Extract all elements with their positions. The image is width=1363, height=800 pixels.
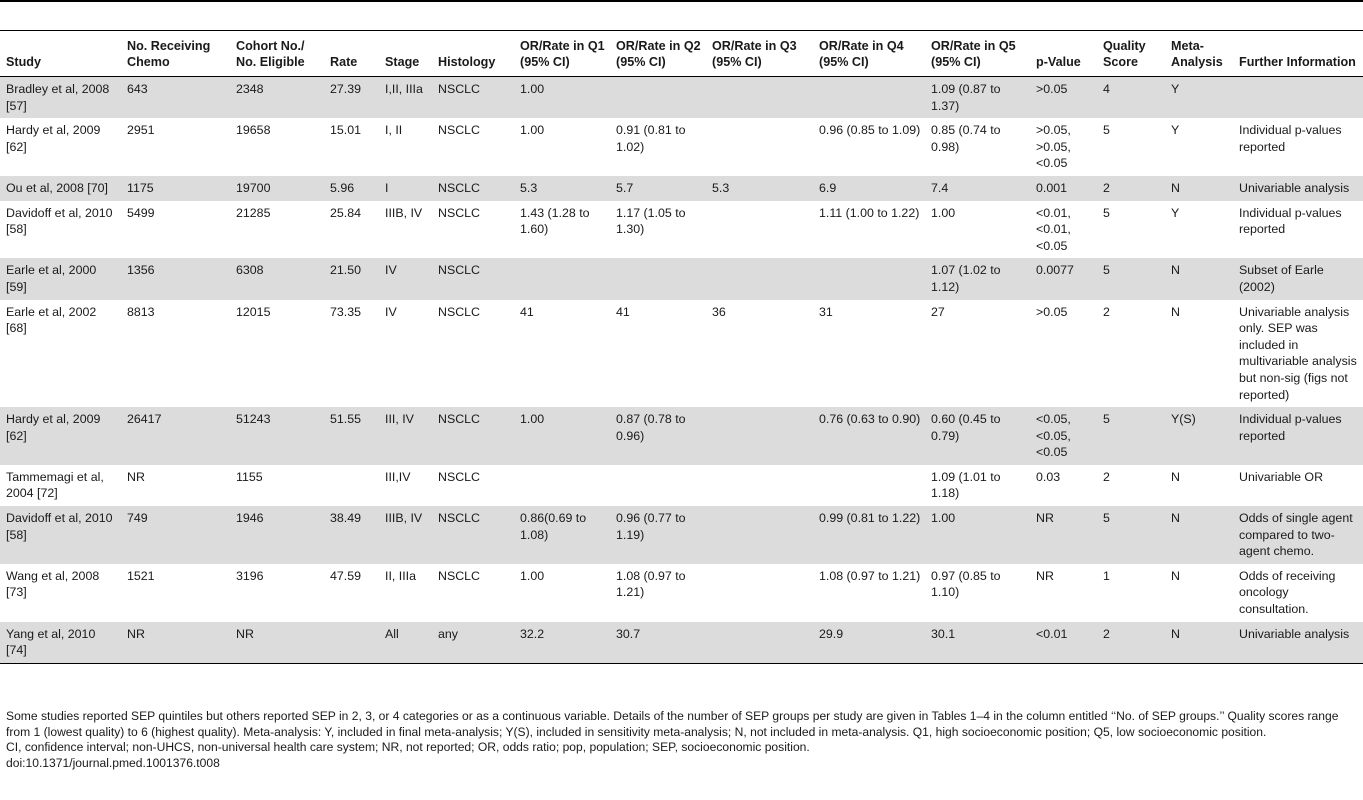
table-cell: 6.9 — [813, 176, 925, 201]
table-cell — [706, 564, 813, 622]
column-header: No. Receiving Chemo — [127, 39, 211, 69]
column-header: OR/Rate in Q5 (95% CI) — [931, 39, 1016, 69]
table-row — [0, 77, 1363, 119]
table-cell: 30.1 — [925, 622, 1030, 664]
table-cell: Odds of receiving oncology consultation. — [1239, 568, 1336, 617]
table-cell: 0.99 (0.81 to 1.22) — [813, 506, 925, 564]
table-cell: 21.50 — [324, 258, 379, 299]
table-cell: 5 — [1097, 407, 1165, 465]
table-cell: 5.3 — [706, 176, 813, 201]
table-cell: III, IV — [379, 407, 432, 465]
column-header: Histology — [438, 54, 496, 69]
table-cell: 26417 — [121, 407, 230, 465]
table-cell: Y — [1171, 123, 1180, 138]
column-header: Further Information — [1239, 54, 1356, 69]
table-cell: IIIB, IV — [385, 205, 423, 220]
table-cell — [514, 258, 610, 299]
table-cell: 1.00 — [514, 77, 610, 119]
table-cell: 19700 — [230, 176, 324, 201]
column-header: p-Value — [1036, 54, 1081, 69]
table-cell: 38.49 — [324, 506, 379, 564]
table-cell: NSCLC — [432, 77, 514, 119]
table-cell: 41 — [616, 304, 630, 319]
table-cell: 2951 — [127, 123, 155, 138]
table-cell: 1.07 (1.02 to 1.12) — [925, 258, 1030, 299]
table-cell: NR — [230, 622, 324, 664]
table-cell: N — [1171, 568, 1180, 583]
table-row — [0, 176, 1363, 201]
footnote-abbreviations: CI, confidence interval; non-UHCS, non-universal health care system; NR, not reported; OR, odds ratio; pop, population; SEP, socioeconomic position. — [6, 740, 810, 755]
table-cell: Earle et al, 2002 [68] — [6, 304, 97, 336]
table-row — [0, 506, 1363, 564]
table-cell: 1155 — [236, 469, 263, 484]
table-cell: III,IV — [385, 469, 411, 484]
table-cell: <0.05, <0.05, <0.05 — [1030, 407, 1097, 465]
table-cell: 1175 — [121, 176, 230, 201]
table-cell: 12015 — [236, 304, 271, 319]
table-row — [0, 118, 1363, 176]
table-cell: >0.05 — [1036, 304, 1068, 319]
table-cell: 1.11 (1.00 to 1.22) — [819, 205, 920, 220]
table-cell: NSCLC — [438, 469, 480, 484]
table-cell — [324, 465, 379, 506]
table-cell: Wang et al, 2008 [73] — [6, 568, 100, 600]
table-cell — [610, 258, 706, 299]
table-cell — [706, 465, 813, 506]
column-header: Cohort No./ No. Eligible — [236, 39, 305, 69]
table-cell — [706, 118, 813, 176]
table-cell: Hardy et al, 2009 [62] — [0, 407, 121, 465]
column-header: Meta-Analysis — [1171, 39, 1223, 69]
table-cell: 1.00 — [931, 205, 956, 220]
table-cell: Individual p-values reported — [1239, 205, 1342, 237]
table-cell: Univariable analysis only. SEP was included in multivariable analysis but non-sig (figs not reported) — [1239, 304, 1357, 402]
table-cell: 19658 — [236, 123, 271, 138]
table-cell: 0.87 (0.78 to 0.96) — [610, 407, 706, 465]
table-cell: 30.7 — [610, 622, 706, 664]
results-table — [0, 30, 1363, 664]
table-cell: 0.60 (0.45 to 0.79) — [925, 407, 1030, 465]
table-cell: 25.84 — [330, 205, 362, 220]
table-cell: 5.96 — [324, 176, 379, 201]
table-cell: 27.39 — [324, 77, 379, 119]
table-cell: any — [432, 622, 514, 664]
table-cell: 41 — [520, 304, 534, 319]
table-cell: 1.17 (1.05 to 1.30) — [616, 205, 686, 237]
table-cell: II, IIIa — [385, 568, 416, 583]
table-header-row — [0, 31, 1363, 77]
table-cell: 2348 — [230, 77, 324, 119]
table-cell: NSCLC — [438, 123, 480, 138]
table-cell: IIIB, IV — [379, 506, 432, 564]
table-cell: 31 — [819, 304, 833, 319]
table-cell: 32.2 — [514, 622, 610, 664]
table-cell: 1.00 — [514, 407, 610, 465]
table-cell: 0.91 (0.81 to 1.02) — [616, 123, 686, 154]
table-cell: NR — [121, 622, 230, 664]
table-cell: I,II, IIIa — [379, 77, 432, 119]
table-cell: 1356 — [121, 258, 230, 299]
table-cell: 5 — [1103, 205, 1110, 220]
table-cell: Yang et al, 2010 [74] — [0, 622, 121, 664]
table-cell: 29.9 — [813, 622, 925, 664]
table-cell: 5 — [1103, 123, 1110, 138]
table-cell: N — [1165, 258, 1233, 299]
table-cell: 749 — [121, 506, 230, 564]
table-cell: 5499 — [127, 205, 155, 220]
footnote-doi: doi:10.1371/journal.pmed.1001376.t008 — [6, 755, 220, 770]
table-cell — [1233, 77, 1363, 119]
table-cell: 1 — [1103, 568, 1110, 583]
table-cell: I — [379, 176, 432, 201]
table-row — [0, 564, 1363, 622]
table-cell: NSCLC — [438, 304, 480, 319]
table-footnotes — [6, 709, 1358, 771]
table-cell: Davidoff et al, 2010 [58] — [0, 506, 121, 564]
table-cell — [514, 465, 610, 506]
table-cell: Univariable analysis — [1233, 176, 1363, 201]
table-cell: 0.85 (0.74 to 0.98) — [931, 123, 1001, 154]
column-header: OR/Rate in Q2 (95% CI) — [616, 39, 701, 69]
table-cell: Bradley et al, 2008 [57] — [0, 77, 121, 119]
table-cell: 1.00 — [520, 123, 545, 138]
table-cell: 73.35 — [330, 304, 362, 319]
table-cell: 51.55 — [324, 407, 379, 465]
table-cell: NSCLC — [438, 568, 480, 583]
table-cell: Ou et al, 2008 [70] — [0, 176, 121, 201]
table-cell: 7.4 — [925, 176, 1030, 201]
table-cell: 6308 — [230, 258, 324, 299]
table-cell: Univariable analysis — [1233, 622, 1363, 664]
table-cell: 1.08 (0.97 to 1.21) — [819, 568, 921, 583]
table-cell: 2 — [1097, 622, 1165, 664]
column-header: Stage — [385, 54, 420, 69]
table-cell: 1.09 (0.87 to 1.37) — [925, 77, 1030, 119]
table-cell: 0.97 (0.85 to 1.10) — [931, 568, 1001, 600]
table-cell: 0.03 — [1036, 469, 1061, 484]
table-row — [0, 300, 1363, 408]
table-cell: N — [1165, 176, 1233, 201]
table-cell: N — [1165, 506, 1233, 564]
table-cell: 643 — [121, 77, 230, 119]
table-cell: Individual p-values reported — [1239, 123, 1342, 154]
table-cell: 0.86(0.69 to 1.08) — [514, 506, 610, 564]
table-cell: IV — [385, 304, 397, 319]
table-cell: I, II — [385, 123, 403, 138]
table-cell: 0.96 (0.85 to 1.09) — [819, 123, 921, 138]
table-cell: NSCLC — [432, 407, 514, 465]
table-cell: 1.09 (1.01 to 1.18) — [931, 469, 1001, 501]
table-cell — [706, 407, 813, 465]
column-header: Quality Score — [1103, 39, 1146, 69]
table-cell: 15.01 — [330, 123, 362, 138]
table-cell — [813, 258, 925, 299]
column-header: Study — [6, 54, 41, 69]
table-cell: Tammemagi et al, 2004 [72] — [6, 469, 104, 501]
table-cell: NR — [127, 469, 145, 484]
table-cell: 0.001 — [1030, 176, 1097, 201]
table-cell: N — [1171, 469, 1180, 484]
table-cell: 2 — [1103, 469, 1110, 484]
table-cell: 5.3 — [514, 176, 610, 201]
table-cell — [324, 622, 379, 664]
table-cell: Y(S) — [1165, 407, 1233, 465]
table-cell: 1.08 (0.97 to 1.21) — [616, 568, 686, 600]
table-cell: 2 — [1103, 304, 1110, 319]
table-cell: 1521 — [127, 568, 155, 583]
table-cell — [813, 465, 925, 506]
table-cell — [706, 258, 813, 299]
table-cell — [706, 506, 813, 564]
table-cell: Y — [1171, 205, 1180, 220]
table-cell: Individual p-values reported — [1233, 407, 1363, 465]
table-cell: NSCLC — [432, 506, 514, 564]
table-cell: 1.43 (1.28 to 1.60) — [520, 205, 590, 237]
footnote-general: Some studies reported SEP quintiles but others reported SEP in 2, 3, or 4 categories or as a continuous variable. Details of the number of SEP groups per study are given in Tables 1–4 in the column entitled ‘‘No. of SEP groups.’’ Quality scores range from 1 (lowest quality) to 6 (highest quality). Meta-analysis: Y, included in final meta-analysis; Y(S), included in sensitivity meta-analysis; N, not included in meta-analysis. Q1, high socioeconomic position; Q5, low socioeconomic position. — [6, 709, 1339, 739]
table-cell: NSCLC — [432, 258, 514, 299]
table-cell: 1.00 — [925, 506, 1030, 564]
column-header: OR/Rate in Q4 (95% CI) — [819, 39, 904, 69]
table-cell: 21285 — [236, 205, 271, 220]
table-cell: 27 — [931, 304, 945, 319]
table-cell: 5 — [1097, 258, 1165, 299]
table-cell: Univariable OR — [1239, 469, 1324, 484]
table-cell: 5 — [1097, 506, 1165, 564]
table-cell — [610, 465, 706, 506]
table-cell: <0.01 — [1030, 622, 1097, 664]
table-row — [0, 465, 1363, 506]
table-cell — [706, 201, 813, 259]
table-row — [0, 407, 1363, 465]
column-header: Rate — [330, 54, 358, 69]
table-row — [0, 258, 1363, 299]
table-cell: 5.7 — [610, 176, 706, 201]
table-row — [0, 201, 1363, 259]
table-cell: >0.05, >0.05, <0.05 — [1036, 123, 1071, 171]
table-cell: NSCLC — [432, 176, 514, 201]
table-cell: 47.59 — [330, 568, 362, 583]
table-cell: 1946 — [230, 506, 324, 564]
table-cell: 36 — [712, 304, 726, 319]
column-header: OR/Rate in Q1 (95% CI) — [520, 39, 605, 69]
table-cell: Davidoff et al, 2010 [58] — [6, 205, 113, 237]
table-cell: 51243 — [230, 407, 324, 465]
column-header: OR/Rate in Q3 (95% CI) — [712, 39, 797, 69]
table-cell: IV — [379, 258, 432, 299]
table-cell: 2 — [1097, 176, 1165, 201]
table-cell: 4 — [1097, 77, 1165, 119]
table-cell: 3196 — [236, 568, 264, 583]
table-cell: Earle et al, 2000 [59] — [0, 258, 121, 299]
table-row — [0, 622, 1363, 664]
table-cell: Subset of Earle (2002) — [1233, 258, 1363, 299]
table-cell: NR — [1036, 568, 1054, 583]
table-cell — [610, 77, 706, 119]
table-cell: NSCLC — [438, 205, 480, 220]
table-cell: >0.05 — [1030, 77, 1097, 119]
table-cell: 0.76 (0.63 to 0.90) — [813, 407, 925, 465]
table-cell: All — [379, 622, 432, 664]
table-cell: Y — [1165, 77, 1233, 119]
table-cell: 1.00 — [520, 568, 545, 583]
top-rule — [0, 0, 1363, 2]
table-cell — [706, 622, 813, 664]
table-cell — [706, 77, 813, 119]
table-cell — [813, 77, 925, 119]
table-cell: NR — [1030, 506, 1097, 564]
table-cell: 8813 — [127, 304, 155, 319]
table-cell: Odds of single agent compared to two-agent chemo. — [1233, 506, 1363, 564]
table-cell: N — [1171, 304, 1180, 319]
table-cell: Hardy et al, 2009 [62] — [6, 123, 101, 154]
table-cell: <0.01, <0.01, <0.05 — [1036, 205, 1071, 253]
table-cell: 0.96 (0.77 to 1.19) — [610, 506, 706, 564]
table-cell: 0.0077 — [1030, 258, 1097, 299]
table-cell: N — [1165, 622, 1233, 664]
table-body — [0, 77, 1363, 664]
